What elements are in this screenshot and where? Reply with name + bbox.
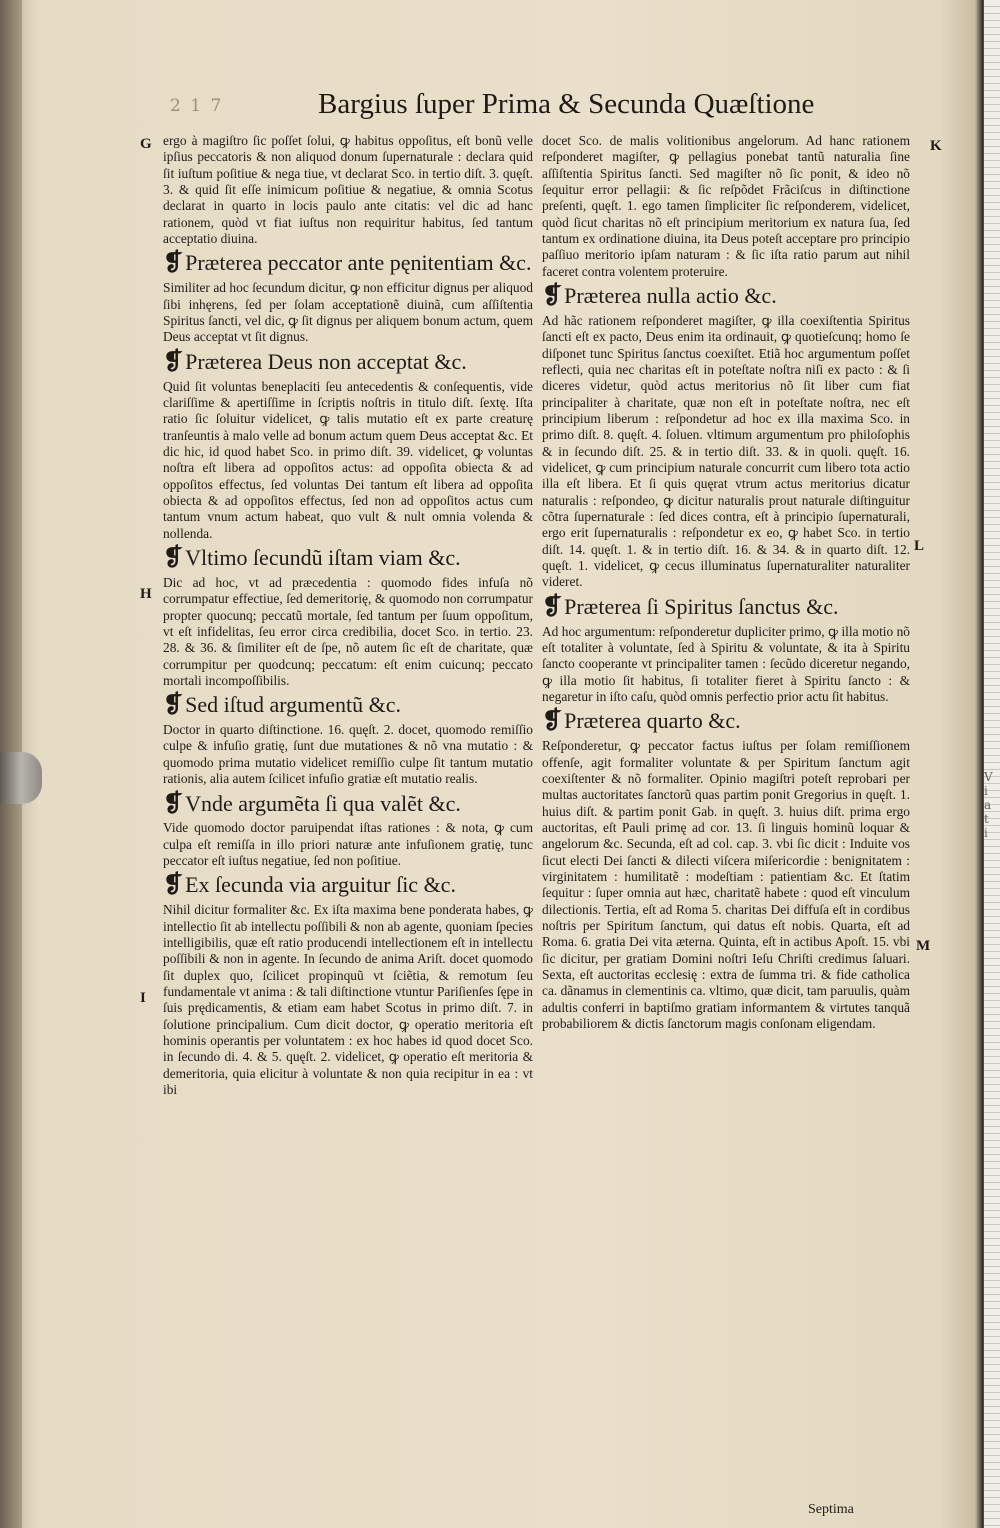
section-heading (163, 692, 533, 719)
body-paragraph: Vide quomodo doctor paruipendat iſtas rationes : & nota, ꝙ cum culpa eſt remiſſa in illo priori naturæ ante infuſionem gratię, tunc peccator eſt iuſtus negatiue, ſed non poſitiue. (163, 820, 533, 869)
paragraph-mark-icon: ❡ (542, 593, 563, 620)
catchword: Septima (808, 1502, 854, 1517)
page-edge-stack (984, 0, 1000, 1528)
paragraph-mark-icon: ❡ (542, 283, 563, 310)
paragraph-mark-icon: ❡ (163, 790, 184, 817)
margin-letter-i: I (140, 990, 146, 1006)
section-heading (163, 349, 533, 376)
paragraph-mark-icon: ❡ (163, 872, 184, 899)
heading-text: Præterea Deus non acceptat &c. (185, 348, 467, 374)
paragraph-mark-icon: ❡ (163, 250, 184, 277)
paragraph-mark-icon: ❡ (163, 544, 184, 571)
section-heading (542, 283, 910, 310)
body-paragraph: Similiter ad hoc ſecundum dicitur, ꝙ non efficitur dignus per aliquod ſibi inhęrens, ſed per ſolam acceptationẽ diuinã, cum aſſiſtentia Spiritus ſancti, vel dic, ꝙ ſit dignus per aliquem bonum actum, quem Deus acceptat vt ſit dignus. (163, 280, 533, 345)
heading-text: Præterea ſi Spiritus ſanctus &c. (564, 593, 839, 619)
body-paragraph: Doctor in quarto diſtinctione. 16. quęſt. 2. docet, quomodo remiſſio culpe & infuſio gratię, ſunt due mutationes & nõ vna mutatio : & quomodo prima mutatio videlicet remiſſio culpe ſit tantum mutatio rationis, alia autem ſcilicet infuſio gratiæ eſt mutatio realis. (163, 722, 533, 787)
body-paragraph: Ad hãc rationem reſponderet magiſter, ꝙ illa coexiſtentia Spiritus ſancti eſt ex pacto, Deus enim ita ordinauit, ꝙ quotieſcunq; homo ſe diſponet tunc Spiritus ſanctus coexiſtet. Etiã hoc argumentum poſſet reflecti, quia nec charitas eſt in poteſtate noſtra niſi ex pacto : & ſi diceres videtur, quòd actus meritorius nõ ſit liber cum fiat principaliter à charitate, quæ non eſt in poteſtate noſtra, nec eſt principium liberum : reſpondetur ad hoc ex illa maxima Sco. in primo diſt. 8. quęſt. 4. ſoluen. vltimum argumentum pro philoſophis & in ſecundo diſt. 25. & in tertio diſt. 33. & in quoli. quęſt. 16. videlicet, ꝙ cum principium naturale concurrit cum libero tota actio illa eſt libera. Et ſi quis quęrat vtrum actus meritorius dicatur naturalis : reſpondeo, ꝙ dicitur naturalis prout naturale diſtinguitur cõtra ſupernaturale : ſed dices contra, eſt à principio ſupernaturali, ergo erit ſupernaturalis : reſpondetur ex eo, ꝙ habet Sco. in tertio diſt. 14. quęſt. 1. & in tertio diſt. 16. & 34. & in quarto diſt. 12. quęſt. 1. videlicet, ꝙ cecus illuminatus ſupernaturaliter naturaliter videret. (542, 312, 910, 590)
heading-text: Præterea nulla actio &c. (564, 283, 777, 309)
right-text-column (542, 133, 910, 1518)
section-heading (163, 545, 533, 572)
heading-text: Præterea peccator ante pęnitentiam &c. (185, 250, 532, 276)
margin-letter-h: H (140, 586, 152, 602)
body-paragraph: docet Sco. de malis volitionibus angelorum. Ad hanc rationem reſponderet magiſter, ꝙ pellagius ponebat tantũ naturalia ſine aſſiſtentia Spiritus ſancti. Sed magiſter nõ ſic ponit, & ideo nõ ſequitur error pellagii: & ſic reſpõdet Frãciſcus in diſtinctione preſenti, quęſt. 1. ego tamen ſimpliciter ſic reſponderem, videlicet, quòd ſicut charitas nõ eſt principium meritorium ex natura ſua, ſed tantum ex ordinatione diuina, ita Deus poteſt acceptare pro principio paſſiuo meritorio ipſam naturam : & ſic iſta ratio parum aut nihil faceret contra volentem proteruire. (542, 133, 910, 279)
page-clip (0, 752, 42, 804)
section-heading (163, 791, 533, 818)
left-text-column (163, 133, 533, 1518)
paragraph-mark-icon: ❡ (163, 692, 184, 719)
section-heading (163, 250, 533, 277)
heading-text: Præterea quarto &c. (564, 708, 741, 734)
section-heading (542, 594, 910, 621)
margin-letter-g: G (140, 136, 152, 152)
body-paragraph: ergo à magiſtro ſic poſſet ſolui, ꝙ habitus oppoſitus, eſt bonũ velle ipſius peccatoris & non aliquod donum ſupernaturale : declara quid ſit iuſtum poſitiue & nega tiue, vt declarat Sco. in tertio diſt. 3. quęſt. 3. & quid ſit eſſe inimicum poſitiue & negatiue, & omnia Scotus declarat in quarto in locis paulo ante citatis: vel dic ad hanc rationem, quòd vt fiat iuſtus non requiritur habitus, ſed tantum acceptatio diuina. (163, 133, 533, 247)
margin-letter-m: M (916, 938, 931, 954)
body-paragraph: Dic ad hoc, vt ad præcedentia : quomodo fides infuſa nõ corrumpatur effectiue, ſed demeritorię, & quomodo non corrumpatur propter quocunq; peccatũ mortale, ſed tantum per ſuum oppoſitum, vt eſt infidelitas, ſeu error circa credibilia, docet Sco. in tertio. 23. 28. & 36. & ſimiliter eſt de ſpe, nõ autem ſic eſt de charitate, quæ corrumpitur per quodcunq; peccatum: eſt enim cuicunq; peccato mortali incompoſſibilis. (163, 574, 533, 688)
body-paragraph: Ad hoc argumentum: reſponderetur dupliciter primo, ꝙ illa motio nõ eſt totaliter à voluntate, ſed à Spiritu & voluntate, & ita à Spiritu ſancto cooperante vt principaliter tamen : ſecũdo diceretur negando, ꝙ illa motio ſit habitus, ſi totaliter fieret à Spiritu ſancto : & negaretur in iſto caſu, quòd omnis perfectio prior actu ſit habitus. (542, 623, 910, 705)
paragraph-mark-icon: ❡ (542, 708, 563, 735)
body-paragraph: Reſponderetur, ꝙ peccator factus iuſtus per ſolam remiſſionem offenſe, agit formaliter voluntate & per Spiritum ſanctum agit coexiſtenter & nõ formaliter. Opinio magiſtri poteſt reprobari per multas auctoritates ſanctorũ quas partim ponit Gregorius in quęſt. 1. huius diſt. & partim ponit Gab. in quęſt. 3. huius diſt. prima ergo auctoritas, eſt Pauli primę ad cor. 13. ſi linguis hominũ loquar & angelorum &c. Secunda, eſt ad col. cap. 3. vbi ſic dicit : Induite vos ſicut electi Dei ſancti & dilecti viſcera miſericordie : benignitatem : virginitatem : humilitatẽ : modeſtiam : patientiam &c. Et ſtatim ſequitur : ſuper omnia aut hæc, charitatẽ habete : quod eſt vinculum dilectionis. Tertia, eſt ad Roma 5. charitas Dei diffuſa eſt in cordibus noſtris per Spiritum ſanctum, qui datus eſt nobis. Quarta, eſt ad Roma. 6. gratia Dei vita æterna. Quinta, eſt in actibus Apoſt. 15. vbi ſic dicitur, per gratiam Domini noſtri Ieſu Chriſti credimus ſaluari. Sexta, eſt auctoritas ecclesię : extra de ſumma tri. & fide catholica ca. dãnamus in clementinis ca. vltimo, quæ dicit, tam paruulis, quàm adultis conferri in baptiſmo gratiam informantem & virtutes tanquã probabiliorem & dictis ſanctorum magis conſonam eligendam. (542, 738, 910, 1032)
heading-text: Sed iſtud argumentũ &c. (185, 692, 402, 718)
body-paragraph: Nihil dicitur formaliter &c. Ex iſta maxima bene ponderata habes, ꝙ intellectio ſit ab intellectu poſſibili & non ab agente, quoniam ſpecies intelligibilis, quæ eſt ratio producendi intellectionem eſt in intellectu poſſibili & non in agente. In ſecundo de anima Ariſt. docet quomodo ſit duplex quo, ſcilicet propinquũ vt ſciẽtia, & remotum ſeu fundamentale vt anima : & tali diſtinctione vtuntur Pariſienſes ſępe in ſuis prędicamentis, & etiam eam habet Scotus in primo diſt. 7. in ſolutione principalium. Cum dicit doctor, ꝙ operatio meritoria eſt hominis operantis per voluntatem : ex hoc habes id quod docet Sco. in ſecundo di. 4. & 5. quęſt. 2. videlicet, ꝙ operatio eſt meritoria & demeritoria, quia elicitur à voluntate & non quia recipitur in ea : vt ibi (163, 902, 533, 1098)
running-header: Bargius ſuper Prima & Secunda Quæſtione (318, 88, 815, 120)
section-heading (163, 872, 533, 899)
facing-page-bleed: Vi a ti (984, 770, 993, 840)
folio-number: 2 1 7 (170, 96, 224, 116)
margin-letter-l: L (914, 538, 925, 554)
section-heading (542, 708, 910, 735)
heading-text: Vltimo ſecundũ iſtam viam &c. (185, 544, 461, 570)
heading-text: Vnde argumẽta ſi qua valẽt &c. (185, 790, 461, 816)
heading-text: Ex ſecunda via arguitur ſic &c. (185, 872, 456, 898)
margin-letter-k: K (930, 138, 942, 154)
body-paragraph: Quid ſit voluntas beneplaciti ſeu antecedentis & conſequentis, vide clariſſime & apertiſſime in ſcriptis noſtris in titulo diſt. ſextę. Iſta ratio ſic ſoluitur videlicet, ꝙ talis mutatio eſt ex parte creaturę tranſeuntis à malo velle ad bonum actum quem Deus acceptat &c. Et dic hic, id quod habet Sco. in primo diſt. 39. videlicet, ꝙ voluntas noſtra eſt libera ad oppoſitos actus: ad oppoſita obiecta & ad oppoſitos effectus, ſed voluntas Dei tantum eſt libera ad oppoſita obiecta & ad oppoſitos effectus, ſed non ad oppoſitos actus cum tantum vnum actum habeat, quo vult & nult omnia volenda & nollenda. (163, 378, 533, 541)
paragraph-mark-icon: ❡ (163, 348, 184, 375)
